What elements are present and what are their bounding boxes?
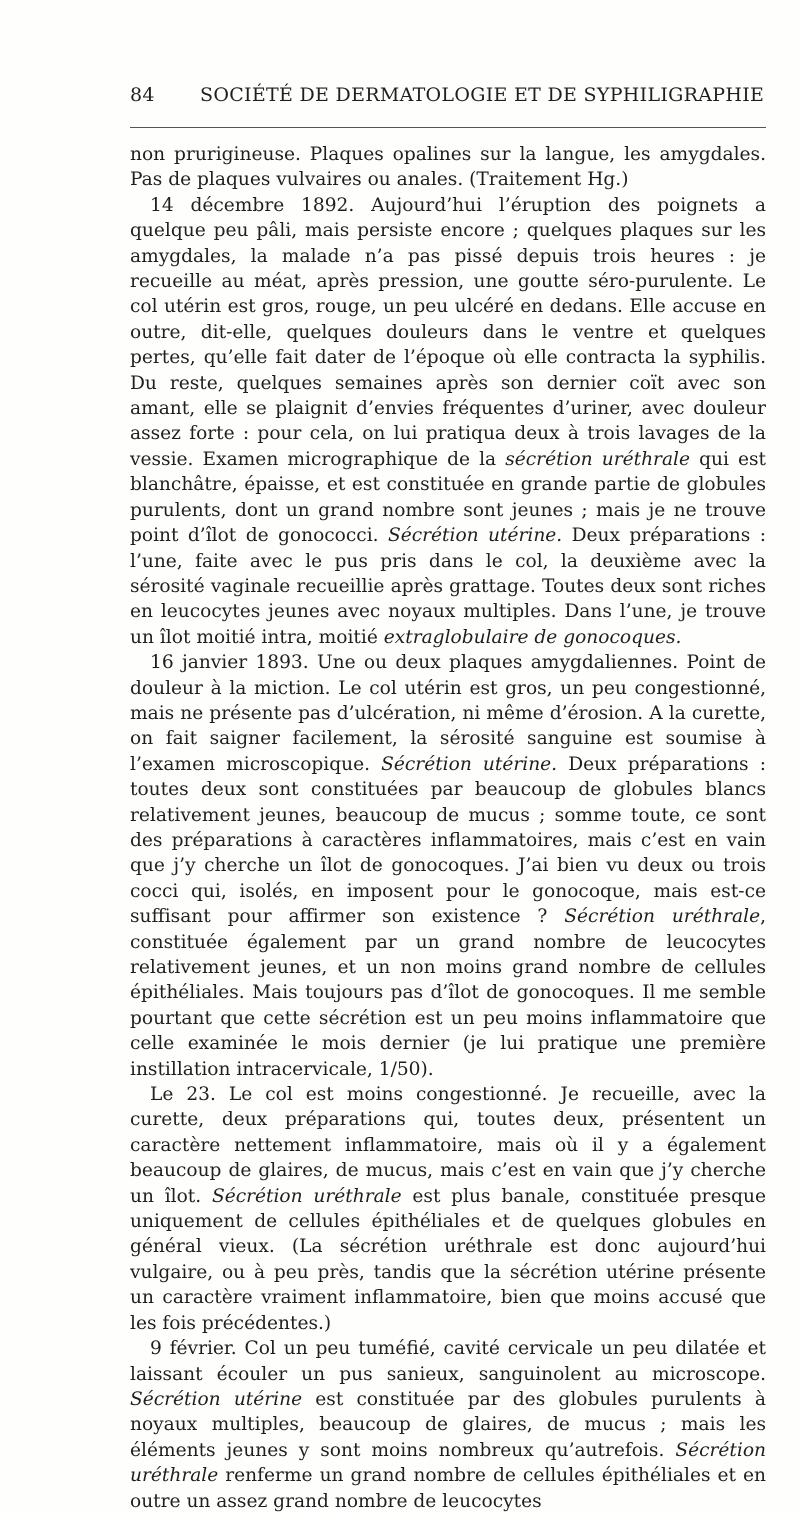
text-span: Deux préparations : toutes deux sont constituées par beaucoup de globules blancs relativement jeunes, beaucoup de mucus ; somme toute, ce sont des préparations à caractères inflammatoires, mais c’est en vain que j’y cherche un îlot de gonocoques. J’ai bien vu deux ou trois cocci qui, isolés, en imposent pour le gonocoque, mais est-ce suffisant pour affirmer son existence ? [130,753,766,928]
text-span: est constituée par des globules purulents à noyaux multiples, beaucoup de glaires, de mucus ; mais les éléments jeunes y sont moins nombreux qu’autrefois. [130,1388,766,1461]
italic-term: Sécrétion utérine [130,1388,303,1410]
italic-term: Sécrétion utérine. [381,753,558,775]
paragraph [130,650,766,1082]
header-rule [130,127,766,128]
italic-term: Sécrétion utérine. [387,525,563,547]
italic-term: Sécrétion uréthrale [130,1439,766,1487]
text-span: Le 23. Le col est moins congestionné. Je recueille, avec la curette, deux préparations qui, toutes deux, présentent un caractère nettement inflammatoire, mais où il y a également beaucoup de glaires, de mucus, mais c’est en vain que j’y cherche un îlot. [130,1084,766,1207]
italic-term: extraglobulaire de gonocoques. [383,626,682,648]
text-span: est plus banale, constituée presque uniquement de cellules épithéliales et de quelques globules en général vieux. (La sécrétion uréthrale est donc aujourd’hui vulgaire, ou à peu près, tandis que la sécrétion utérine présente un caractère vraiment inflammatoire, bien que moins accusé que les fois précédentes.) [130,1185,766,1334]
paragraph [130,1336,766,1514]
paragraph [130,193,766,650]
running-title: SOCIÉTÉ DE DERMATOLOGIE ET DE SYPHILIGRAPHIE [200,84,765,106]
page-number: 84 [130,84,155,106]
text-span: qui est blanchâtre, épaisse, et est constituée en grande partie de globules purulents, dont un grand nombre sont jeunes ; mais je ne trouve point d’îlot de gonococci. [130,448,766,547]
running-header [130,84,766,108]
text-span: renferme un grand nombre de cellules épithéliales et en outre un assez grand nombre de leucocytes [130,1465,766,1512]
paragraph [130,142,766,193]
italic-term: sécrétion uréthrale [505,448,690,470]
paragraph [130,1082,766,1336]
text-span: 9 février. Col un peu tuméfié, cavité cervicale un peu dilatée et laissant écouler un pus sanieux, sanguinolent au microscope. [130,1338,766,1385]
italic-term: Sécrétion uréthrale [564,906,761,928]
text-span: 16 janvier 1893. Une ou deux plaques amygdaliennes. Point de douleur à la miction. Le col utérin est gros, un peu congestionné, mais ne présente pas d’ulcération, ni même d’érosion. A la curette, on fait saigner facilement, la sérosité sanguine est soumise à l’examen microscopique. [130,652,766,775]
body-text [130,142,766,1514]
text-span: non prurigineuse. Plaques opalines sur la langue, les amygdales. Pas de plaques vulvaires ou anales. (Traitement Hg.) [130,144,766,191]
text-span: , constituée également par un grand nombre de leucocytes relativement jeunes, et un non moins grand nombre de cellules épithéliales. Mais toujours pas d’îlot de gonocoques. Il me semble pourtant que cette sécrétion est un peu moins inflammatoire que celle examinée le mois dernier (je lui pratique une première instillation intracervicale, 1/50). [130,906,766,1080]
italic-term: Sécrétion uréthrale [211,1185,402,1207]
text-span: Deux préparations : l’une, faite avec le pus pris dans le col, la deuxième avec la sérosité vaginale recueillie après grattage. Toutes deux sont riches en leucocytes jeunes avec noyaux multiples. Dans l’une, je trouve un îlot moitié intra, moitié [130,525,766,648]
text-span: 14 décembre 1892. Aujourd’hui l’éruption des poignets a quelque peu pâli, mais persiste encore ; quelques plaques sur les amygdales, la malade n’a pas pissé depuis trois heures : je recueille au méat, après pression, une goutte séro-purulente. Le col utérin est gros, rouge, un peu ulcéré en dedans. Elle accuse en outre, dit-elle, quelques douleurs dans le ventre et quelques pertes, qu’elle fait dater de l’époque où elle contracta la syphilis. Du reste, quelques semaines après son dernier coït avec son amant, elle se plaignit d’envies fréquentes d’uriner, avec douleur assez forte : pour cela, on lui pratiqua deux à trois lavages de la vessie. Examen micrographique de la [130,194,766,470]
